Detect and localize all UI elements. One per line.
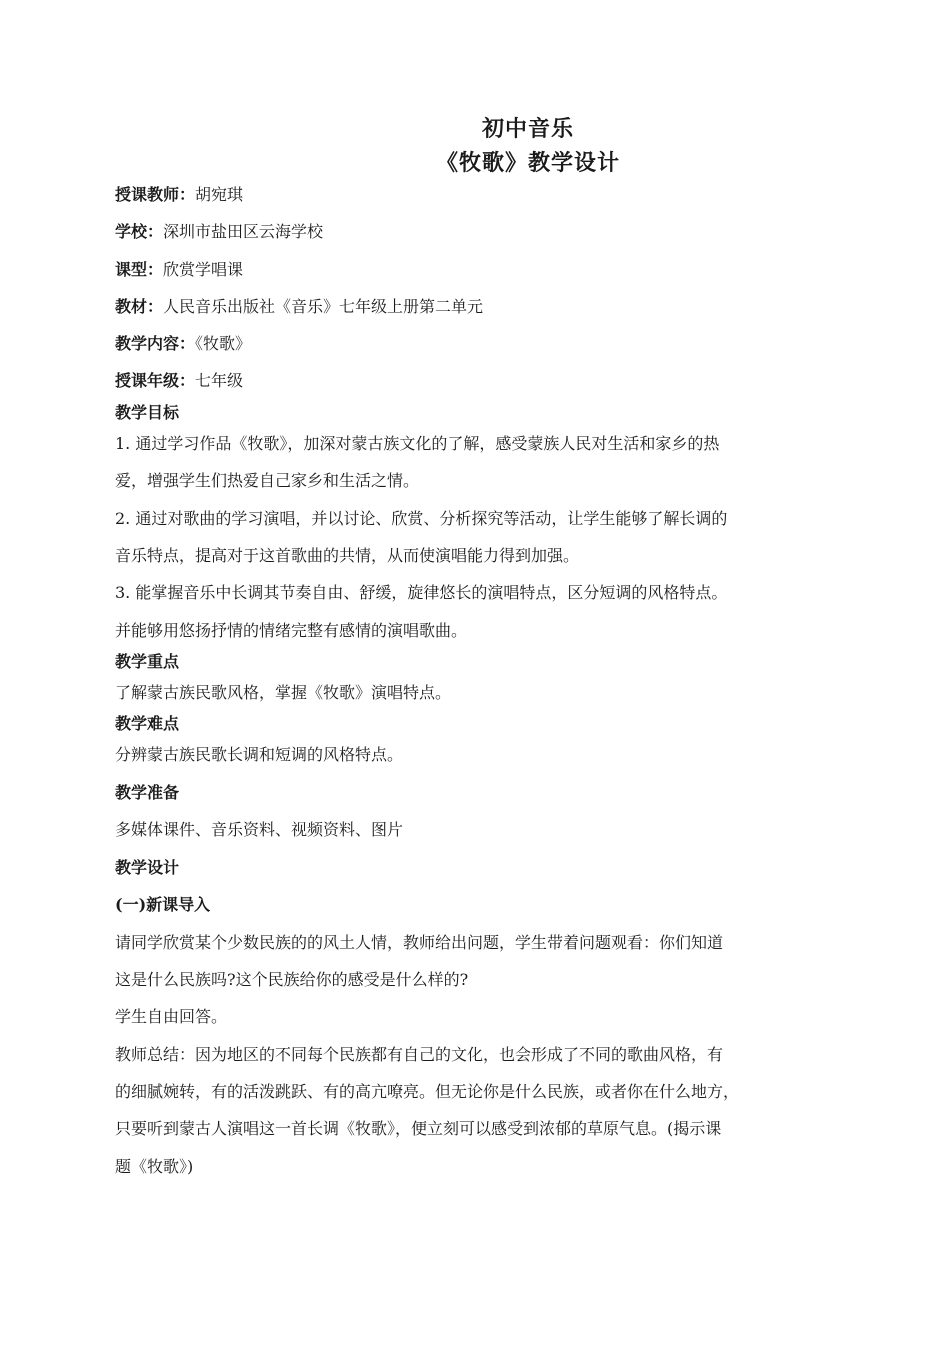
info-label: 授课年级： <box>115 371 196 390</box>
info-content <box>115 333 251 355</box>
intro-line: 请同学欣赏某个少数民族的的风土人情，教师给出问题，学生带着问题观看：你们知道 <box>115 933 724 952</box>
info-value: 深圳市盐田区云海学校 <box>163 222 324 241</box>
goals-line: 并能够用悠扬抒情的情绪完整有感情的演唱歌曲。 <box>115 621 468 640</box>
info-label: 教学内容： <box>115 334 196 353</box>
difficulty-text: 分辨蒙古族民歌长调和短调的风格特点。 <box>115 745 404 764</box>
intro-line: 这是什么民族吗?这个民族给你的感受是什么样的? <box>115 970 469 989</box>
intro-line: 题《牧歌》) <box>115 1157 194 1176</box>
intro-line: 的细腻婉转，有的活泼跳跃、有的高亢嘹亮。但无论你是什么民族，或者你在什么地方， <box>115 1082 740 1101</box>
intro-line: 教师总结：因为地区的不同每个民族都有自己的文化，也会形成了不同的歌曲风格，有 <box>115 1045 724 1064</box>
info-label: 教材： <box>115 297 164 316</box>
goals-line: 3. 能掌握音乐中长调其节奏自由、舒缓，旋律悠长的演唱特点，区分短调的风格特点。 <box>115 583 728 602</box>
title-lesson: 《牧歌》教学设计 <box>435 150 620 176</box>
title-subject: 初中音乐 <box>481 116 574 142</box>
intro-line: 只要听到蒙古人演唱这一首长调《牧歌》，便立刻可以感受到浓郁的草原气息。(揭示课 <box>115 1119 722 1138</box>
info-value: 七年级 <box>195 371 244 390</box>
info-lesson-type <box>115 259 243 281</box>
info-label: 授课教师： <box>115 185 196 204</box>
design-heading: 教学设计 <box>115 858 180 877</box>
info-textbook <box>115 296 483 318</box>
info-label: 学校： <box>115 222 164 241</box>
goals-heading: 教学目标 <box>115 403 180 422</box>
prep-text: 多媒体课件、音乐资料、视频资料、图片 <box>115 820 404 839</box>
goals-line: 爱，增强学生们热爱自己家乡和生活之情。 <box>115 471 420 490</box>
intro-line: 学生自由回答。 <box>115 1007 228 1026</box>
key-text: 了解蒙古族民歌风格，掌握《牧歌》演唱特点。 <box>115 683 452 702</box>
info-value: 胡宛琪 <box>195 185 244 204</box>
info-grade <box>115 370 243 392</box>
info-value: 欣赏学唱课 <box>163 260 244 279</box>
goals-line: 音乐特点，提高对于这首歌曲的共情，从而使演唱能力得到加强。 <box>115 546 580 565</box>
goals-line: 2. 通过对歌曲的学习演唱，并以讨论、欣赏、分析探究等活动，让学生能够了解长调的 <box>115 509 728 528</box>
goals-line: 1. 通过学习作品《牧歌》，加深对蒙古族文化的了解，感受蒙族人民对生活和家乡的热 <box>115 434 720 453</box>
key-heading: 教学重点 <box>115 652 180 671</box>
info-value: 人民音乐出版社《音乐》七年级上册第二单元 <box>163 297 484 316</box>
intro-heading: (一)新课导入 <box>115 895 211 914</box>
difficulty-heading: 教学难点 <box>115 714 180 733</box>
prep-heading: 教学准备 <box>115 783 180 802</box>
info-value: 《牧歌》 <box>195 334 252 353</box>
info-teacher <box>115 184 243 206</box>
info-label: 课型： <box>115 260 164 279</box>
info-school <box>115 221 323 243</box>
